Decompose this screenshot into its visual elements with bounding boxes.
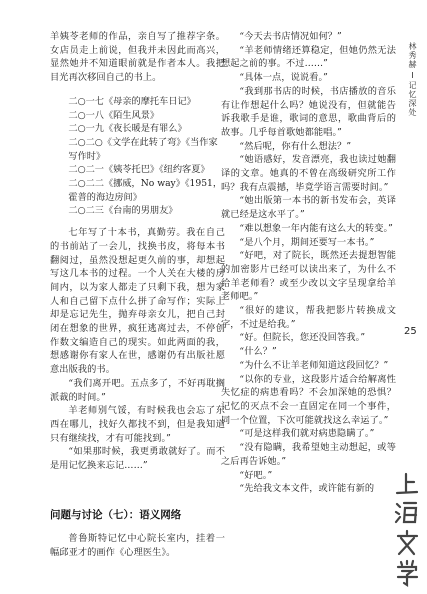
works-list-item: 二○二二《挪威，No way》《1951，霍普的海边房间》 xyxy=(68,178,223,203)
section-body: 普鲁斯特记忆中心院长室内，挂着一幅邱亚才的画作《心理医生》。 xyxy=(50,532,225,558)
works-list-item: 二○一七《母亲的摩托车日记》 xyxy=(68,95,196,107)
dialogue-paragraph: “我到那书店的时候，书店播放的音乐有让作想起什么吗？她说没有，但就能告诉我歌手是谁，歌词的意思，歌曲背后的故事。几乎每首歌她都能唱。” xyxy=(221,85,396,138)
works-list-item: 二○一八《陌生风景》 xyxy=(68,109,160,121)
left-column xyxy=(50,30,225,559)
body-paragraph: “我们离开吧。五点多了，不好再耽搁派裁的时间。” xyxy=(50,377,225,403)
magazine-logo-icon xyxy=(392,470,422,588)
dialogue-paragraph: “是八个月，期间还要写一本书。” xyxy=(239,236,375,248)
right-body xyxy=(221,30,396,496)
header-divider xyxy=(412,72,413,78)
dialogue-paragraph: “好吧，对了院长，既然还去提想智能的加密影片已经可以读出来了，为什么不给羊老师看？或至少改以文字呈现拿给羊老师吧。” xyxy=(221,250,396,303)
left-body xyxy=(50,226,225,473)
header-author: 林秀赫 xyxy=(408,42,417,69)
dialogue-paragraph: “可是这样我们就对病患隐瞒了。” xyxy=(239,428,375,440)
works-list xyxy=(50,95,225,218)
dialogue-paragraph: “然后呢，你有什么想法？” xyxy=(239,140,352,152)
body-paragraph: 羊老师别气馁，有时候我也会忘了东西在哪儿，找好久都找不到，但是我知道只有继续找，才有可能找到。” xyxy=(50,405,225,444)
dialogue-paragraph: “难以想象一年内能有这么大的转变。” xyxy=(239,222,393,234)
body-paragraph: 七年写了十本书，真勤劳。我在自己的书前站了一会儿，找换书皮，将每本书翻阅过，虽然没想起更久前的事，却想起写这几本书的过程。一个人关在大楼的房间内，以为家人都走了只剩下我，想为家人和自己留下点什么拼了命写作；实际上却是忘记先生，抛弃母亲女儿，把自己封闭在想象的世界，疯狂逃离过去，不停创作数文编造自己的现实。如此两面的我，想感谢你有家人在世，感谢仍有出版社愿意出版我的书。 xyxy=(50,227,225,376)
dialogue-paragraph: “好吧。” xyxy=(239,469,273,481)
dialogue-paragraph: “先给我文本文件，或许能有新的 xyxy=(239,483,375,495)
works-list-item: 二○一九《夜长暖是有罪么》 xyxy=(68,123,187,135)
dialogue-paragraph: “为什么不让羊老师知道这段回忆？” xyxy=(239,359,389,371)
dialogue-paragraph: “她出版第一本书的新书发布会，英译就已经是这水平了。” xyxy=(221,195,396,221)
intro-paragraph: 羊姨苓老师的作品，亲自写了推荐字条。女店员走上前说，但我并未因此而高兴，显然她并不知道眼前就是作者本人。我把目光再次移回自己的书上。 xyxy=(50,31,225,84)
dialogue-paragraph: “没有隐瞒，我希望她主动想起，或等之后再告诉她。” xyxy=(221,442,396,467)
body-paragraph: “如果那时候，我更勇敢就好了。而不是用记忆换来忘记……” xyxy=(50,446,225,472)
dialogue-paragraph: “以你的专业，这段影片适合给解离性失忆症的病患看吗？不会加深她的恐惧？记忆的灭点不会一直固定在同一个事件，同一个位置，下次可能就找这么幸运了。” xyxy=(221,373,396,426)
dialogue-paragraph: “今天去书店情况如何？” xyxy=(239,31,342,42)
dialogue-paragraph: “羊老师情绪还算稳定，但她仍然无法想起之前的事。不过……” xyxy=(221,44,396,70)
works-list-item: 二○二三《台南的男朋友》 xyxy=(68,205,178,217)
works-list-item: 二○二一《姨苓托巴》《纽约客夏》 xyxy=(68,164,210,176)
header-title: 记忆深处 xyxy=(408,81,417,117)
page-number: 25 xyxy=(404,326,417,337)
section-title: 问题与讨论（七）：语义网络 xyxy=(50,508,182,521)
left-intro xyxy=(50,30,225,85)
works-list-item: 二○二○《文学在此转了弯》《当作家写作时》 xyxy=(68,136,218,162)
right-column xyxy=(221,30,396,496)
dialogue-paragraph: “很好的建议，帮我把影片转换成文字，不过是给我。” xyxy=(221,305,396,330)
dialogue-paragraph: “什么？” xyxy=(239,346,277,358)
dialogue-paragraph: “她语感好，发音漂亮，我也读过她翻译的文章。她真的不曾在高级研究所工作吗？我有点震撼，毕竟学语言需要时间。” xyxy=(221,154,396,193)
running-header xyxy=(404,42,418,117)
dialogue-paragraph: “好。但院长，您还没回答我。” xyxy=(239,332,366,344)
dialogue-paragraph: “具体一点，说说看。” xyxy=(239,72,328,84)
